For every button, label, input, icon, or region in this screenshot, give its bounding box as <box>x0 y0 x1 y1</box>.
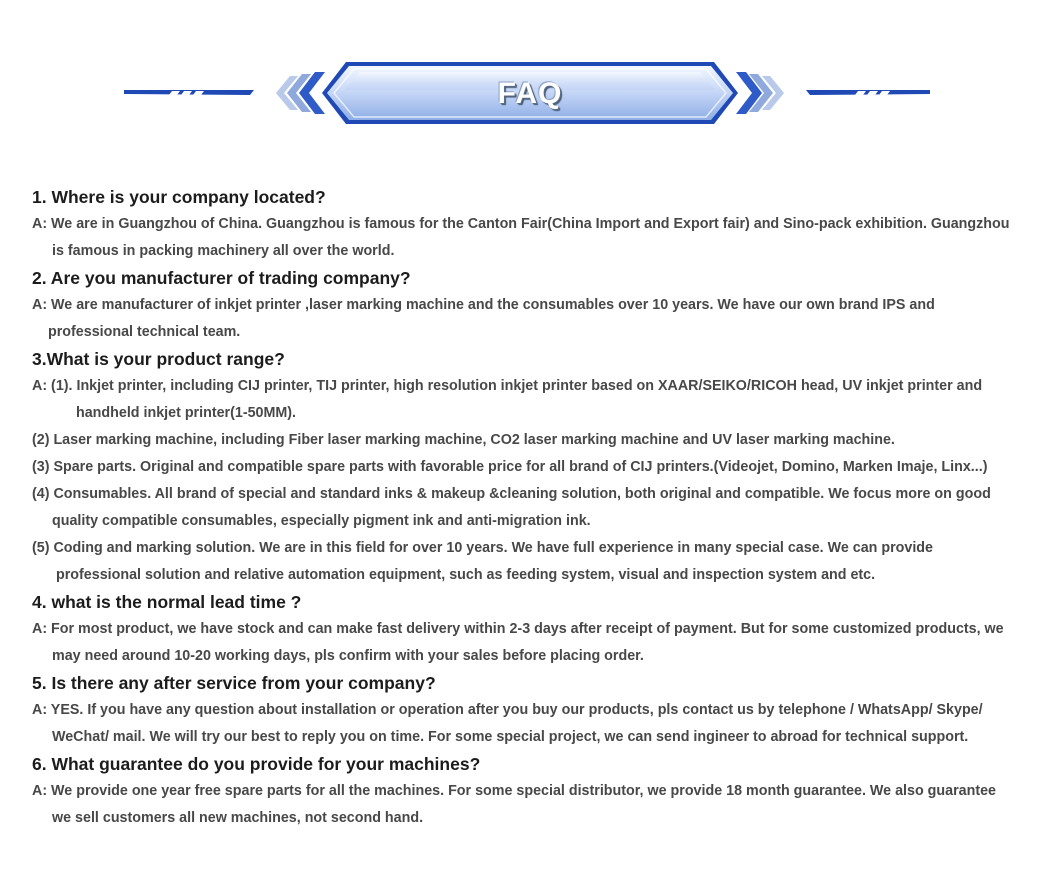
answer-6-line-1: A: We provide one year free spare parts for all the machines. For some special distributor, we provide 18 month guarantee. We also guarantee <box>32 783 996 799</box>
answer-5-line-1: A: YES. If you have any question about installation or operation after you buy our products, pls contact us by telephone / WhatsApp/ Skype/ <box>32 702 983 718</box>
question-5: 5. Is there any after service from your company? <box>32 673 436 693</box>
answer-3-line-2: handheld inkjet printer(1-50MM). <box>76 405 297 421</box>
answer-4-line-2: may need around 10-20 working days, pls confirm with your sales before placing order. <box>52 648 644 664</box>
answer-6-line-2: we sell customers all new machines, not second hand. <box>52 810 424 826</box>
answer-2-line-2: professional technical team. <box>48 324 241 340</box>
question-6: 6. What guarantee do you provide for your machines? <box>32 754 481 774</box>
question-3: 3.What is your product range? <box>32 349 285 369</box>
answer-3-line-3: (2) Laser marking machine, including Fiber laser marking machine, CO2 laser marking machine and UV laser marking machine. <box>32 432 895 448</box>
answer-3-line-5: (4) Consumables. All brand of special and standard inks & makeup &cleaning solution, both original and compatible. We focus more on good <box>32 486 991 502</box>
left-chevrons-icon <box>276 72 325 114</box>
right-chevrons-icon <box>736 72 784 114</box>
faq-list <box>32 184 1042 832</box>
answer-3-line-6: quality compatible consumables, especially pigment ink and anti-migration ink. <box>52 513 591 529</box>
faq-banner <box>0 0 1060 150</box>
answer-1-line-1: A: We are in Guangzhou of China. Guangzhou is famous for the Canton Fair(China Import and Export fair) and Sino-pack exhibition. Guangzhou <box>32 216 1010 232</box>
answer-3-line-4: (3) Spare parts. Original and compatible spare parts with favorable price for all brand of CIJ printers.(Videojet, Domino, Marken Imaje, Linx...) <box>32 459 988 475</box>
answer-3-line-7: (5) Coding and marking solution. We are in this field for over 10 years. We have full experience in many special case. We can provide <box>32 540 933 556</box>
page-title: FAQ <box>497 77 563 110</box>
question-4: 4. what is the normal lead time ? <box>32 592 302 612</box>
answer-5-line-2: WeChat/ mail. We will try our best to reply you on time. For some special project, we can send ingineer to abroad for technical support. <box>52 729 969 745</box>
question-2: 2. Are you manufacturer of trading company? <box>32 268 411 288</box>
left-line-decoration <box>124 90 254 95</box>
answer-2-line-1: A: We are manufacturer of inkjet printer ,laser marking machine and the consumables over 10 years. We have our own brand IPS and <box>32 297 935 313</box>
answer-1-line-2: is famous in packing machinery all over the world. <box>52 243 395 259</box>
answer-3-line-8: professional solution and relative automation equipment, such as feeding system, visual and inspection system and etc. <box>56 567 876 583</box>
answer-3-line-1: A: (1). Inkjet printer, including CIJ printer, TIJ printer, high resolution inkjet printer based on XAAR/SEIKO/RICOH head, UV inkjet printer and <box>32 378 983 394</box>
question-1: 1. Where is your company located? <box>32 187 326 207</box>
answer-4-line-1: A: For most product, we have stock and can make fast delivery within 2-3 days after receipt of payment. But for some customized products, we <box>32 621 1004 637</box>
right-line-decoration <box>806 90 930 95</box>
